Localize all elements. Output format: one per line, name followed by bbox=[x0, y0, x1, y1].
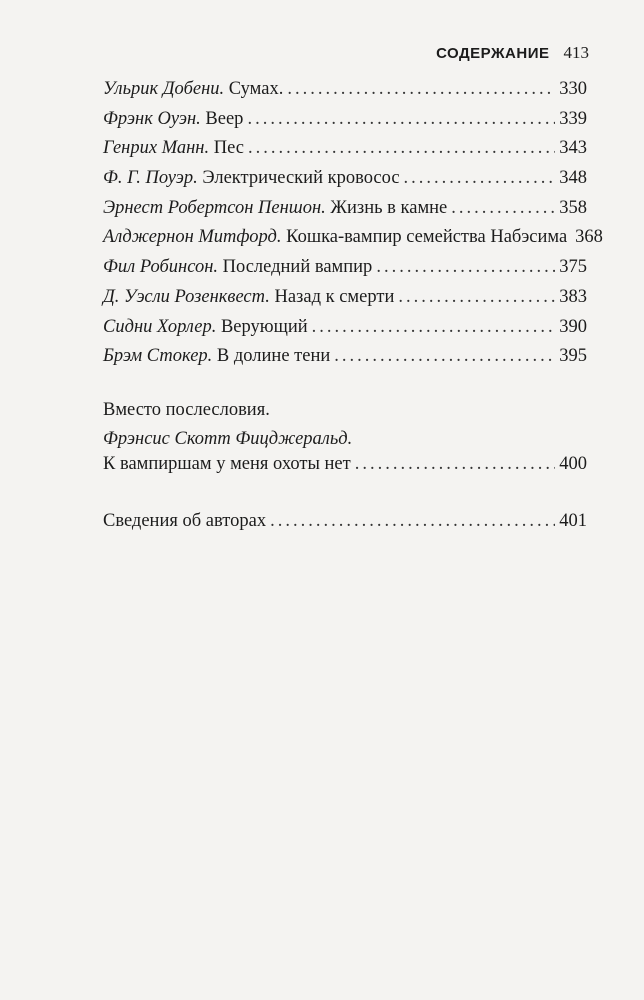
dot-leader bbox=[404, 168, 556, 189]
toc-title: Последний вампир bbox=[222, 257, 373, 278]
toc-author: Фрэнк Оуэн. bbox=[103, 108, 201, 129]
toc-entry bbox=[103, 511, 587, 541]
toc-page: 400 bbox=[559, 454, 587, 474]
toc-entry bbox=[103, 257, 587, 287]
section-title: СОДЕРЖАНИЕ bbox=[436, 45, 550, 62]
toc-author: Ульрик Добени. bbox=[103, 79, 225, 99]
dot-leader bbox=[270, 511, 555, 532]
toc-entry bbox=[103, 109, 587, 139]
authors-info-title: Сведения об авторах bbox=[103, 511, 267, 531]
toc-entry bbox=[103, 79, 587, 109]
toc-author: Брэм Стокер. bbox=[103, 346, 213, 367]
toc-title: Жизнь в камне bbox=[330, 197, 448, 218]
toc-title: Кошка-вампир семейства Набэсима bbox=[286, 227, 568, 248]
toc-entry bbox=[103, 138, 587, 168]
toc-entry bbox=[103, 227, 603, 257]
page-number: 413 bbox=[563, 43, 589, 62]
toc-page: 339 bbox=[559, 108, 587, 129]
dot-leader bbox=[334, 346, 555, 367]
afterword-title: К вампиршам у меня охоты нет bbox=[103, 454, 351, 474]
toc-author: Фил Робинсон. bbox=[103, 257, 218, 278]
afterword-author: Фрэнсис Скотт Фицджеральд. bbox=[103, 429, 353, 449]
dot-leader bbox=[451, 198, 555, 219]
afterword-label: Вместо послесловия. bbox=[103, 400, 270, 420]
toc-title: В долине тени bbox=[216, 346, 331, 367]
dot-leader bbox=[355, 454, 556, 475]
toc-page: 358 bbox=[559, 197, 587, 218]
toc-author: Генрих Манн. bbox=[103, 138, 210, 159]
toc-page: 375 bbox=[559, 257, 587, 278]
toc-title: Веер bbox=[205, 108, 244, 129]
dot-leader bbox=[247, 109, 555, 130]
dot-leader bbox=[248, 138, 555, 159]
toc-page: 383 bbox=[559, 286, 587, 307]
toc-author: Ф. Г. Поуэр. bbox=[103, 168, 198, 189]
running-header bbox=[436, 43, 589, 63]
toc-entry bbox=[103, 454, 587, 484]
toc-author: Сидни Хорлер. bbox=[103, 316, 217, 337]
dot-leader bbox=[312, 317, 556, 338]
dot-leader bbox=[287, 79, 555, 100]
toc-title: Верующий bbox=[220, 316, 308, 337]
toc-page: 401 bbox=[559, 511, 587, 531]
authors-info-section bbox=[103, 511, 587, 541]
toc-entry bbox=[103, 317, 587, 347]
toc-title: Сумах. bbox=[228, 79, 284, 99]
toc-page: 348 bbox=[559, 168, 587, 189]
table-of-contents bbox=[103, 79, 603, 376]
dot-leader bbox=[376, 257, 555, 278]
toc-entry bbox=[103, 287, 587, 317]
afterword-section bbox=[103, 396, 587, 484]
toc-page: 395 bbox=[559, 346, 587, 367]
toc-title: Назад к смерти bbox=[274, 286, 395, 307]
toc-entry bbox=[103, 198, 587, 228]
toc-page: 368 bbox=[575, 227, 603, 248]
toc-entry bbox=[103, 346, 587, 376]
toc-author: Д. Уэсли Розенквест. bbox=[103, 286, 270, 307]
toc-entry bbox=[103, 168, 587, 198]
toc-page: 343 bbox=[559, 138, 587, 159]
toc-author: Эрнест Робертсон Пеншон. bbox=[103, 197, 326, 218]
dot-leader bbox=[398, 287, 555, 308]
toc-title: Пес bbox=[213, 138, 244, 159]
toc-page: 390 bbox=[559, 316, 587, 337]
toc-author: Алджернон Митфорд. bbox=[103, 227, 282, 248]
toc-title: Электрический кровосос bbox=[202, 168, 400, 189]
toc-page: 330 bbox=[559, 79, 587, 99]
